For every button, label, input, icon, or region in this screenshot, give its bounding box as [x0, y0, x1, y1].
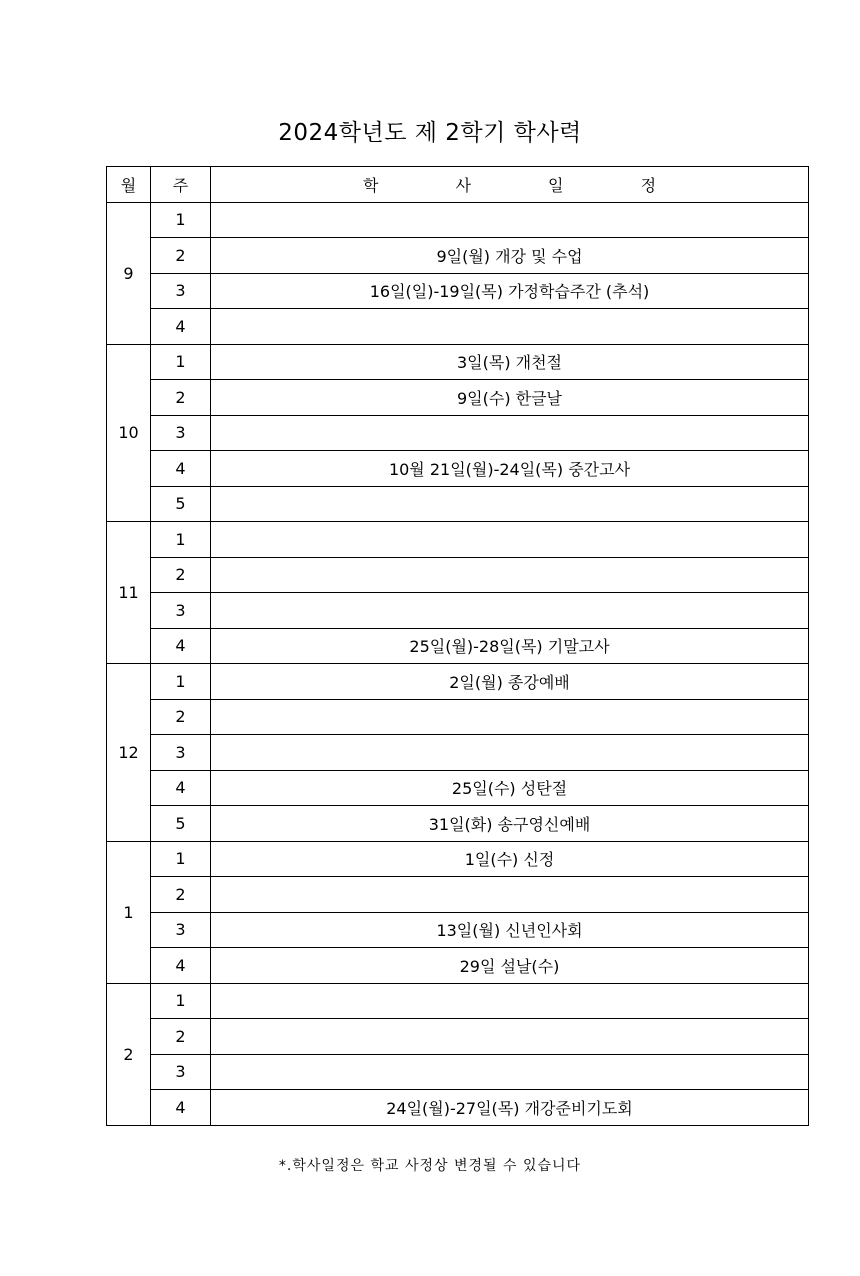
event-cell: [211, 735, 809, 771]
month-cell: 12: [107, 664, 151, 842]
event-cell: 24일(월)-27일(목) 개강준비기도회: [211, 1090, 809, 1126]
header-week: 주: [151, 167, 211, 203]
event-cell: [211, 593, 809, 629]
table-row: [107, 841, 809, 877]
table-row: [107, 238, 809, 274]
month-cell: 1: [107, 841, 151, 983]
week-cell: 4: [151, 1090, 211, 1126]
week-cell: 3: [151, 735, 211, 771]
table-row: [107, 664, 809, 700]
academic-calendar-table: [106, 166, 809, 1126]
event-cell: 25일(월)-28일(목) 기말고사: [211, 628, 809, 664]
header-events: 학 사 일 정: [211, 167, 809, 203]
week-cell: 2: [151, 877, 211, 913]
table-row: [107, 593, 809, 629]
week-cell: 1: [151, 522, 211, 558]
event-cell: [211, 983, 809, 1019]
event-cell: 1일(수) 신정: [211, 841, 809, 877]
week-cell: 1: [151, 983, 211, 1019]
table-row: [107, 699, 809, 735]
week-cell: 2: [151, 380, 211, 416]
week-cell: 3: [151, 273, 211, 309]
event-cell: [211, 486, 809, 522]
table-row: [107, 486, 809, 522]
week-cell: 1: [151, 344, 211, 380]
week-cell: 1: [151, 202, 211, 238]
week-cell: 4: [151, 948, 211, 984]
week-cell: 4: [151, 770, 211, 806]
event-cell: [211, 557, 809, 593]
table-row: [107, 735, 809, 771]
event-cell: [211, 202, 809, 238]
footnote: *.학사일정은 학교 사정상 변경될 수 있습니다: [278, 1158, 582, 1174]
page-title: 2024학년도 제 2학기 학사력: [278, 120, 582, 146]
week-cell: 2: [151, 699, 211, 735]
event-cell: [211, 699, 809, 735]
week-cell: 3: [151, 1054, 211, 1090]
event-cell: 3일(목) 개천절: [211, 344, 809, 380]
week-cell: 2: [151, 238, 211, 274]
event-cell: 31일(화) 송구영신예배: [211, 806, 809, 842]
week-cell: 4: [151, 628, 211, 664]
table-row: [107, 557, 809, 593]
week-cell: 5: [151, 806, 211, 842]
table-row: [107, 806, 809, 842]
week-cell: 3: [151, 415, 211, 451]
header-month: 월: [107, 167, 151, 203]
month-cell: 10: [107, 344, 151, 522]
event-cell: 29일 설날(수): [211, 948, 809, 984]
event-cell: [211, 309, 809, 345]
event-cell: 9일(월) 개강 및 수업: [211, 238, 809, 274]
event-cell: [211, 522, 809, 558]
table-row: [107, 344, 809, 380]
week-cell: 1: [151, 841, 211, 877]
week-cell: 5: [151, 486, 211, 522]
week-cell: 3: [151, 593, 211, 629]
week-cell: 2: [151, 1019, 211, 1055]
table-row: [107, 380, 809, 416]
event-cell: 16일(일)-19일(목) 가정학습주간 (추석): [211, 273, 809, 309]
event-cell: [211, 1054, 809, 1090]
event-cell: 2일(월) 종강예배: [211, 664, 809, 700]
event-cell: 13일(월) 신년인사회: [211, 912, 809, 948]
month-cell: 9: [107, 202, 151, 344]
table-row: [107, 948, 809, 984]
table-row: [107, 522, 809, 558]
table-row: [107, 912, 809, 948]
table-row: [107, 202, 809, 238]
event-cell: 9일(수) 한글날: [211, 380, 809, 416]
table-row: [107, 1019, 809, 1055]
table-row: [107, 983, 809, 1019]
table-row: [107, 1090, 809, 1126]
table-row: [107, 309, 809, 345]
table-row: [107, 877, 809, 913]
table-row: [107, 628, 809, 664]
table-row: [107, 770, 809, 806]
table-row: [107, 273, 809, 309]
month-cell: 11: [107, 522, 151, 664]
month-cell: 2: [107, 983, 151, 1125]
week-cell: 3: [151, 912, 211, 948]
week-cell: 4: [151, 309, 211, 345]
event-cell: 25일(수) 성탄절: [211, 770, 809, 806]
week-cell: 4: [151, 451, 211, 487]
calendar-body: [107, 202, 809, 1125]
table-row: [107, 451, 809, 487]
event-cell: [211, 1019, 809, 1055]
event-cell: 10월 21일(월)-24일(목) 중간고사: [211, 451, 809, 487]
week-cell: 2: [151, 557, 211, 593]
table-header-row: [107, 167, 809, 203]
week-cell: 1: [151, 664, 211, 700]
table-row: [107, 415, 809, 451]
table-row: [107, 1054, 809, 1090]
event-cell: [211, 415, 809, 451]
event-cell: [211, 877, 809, 913]
